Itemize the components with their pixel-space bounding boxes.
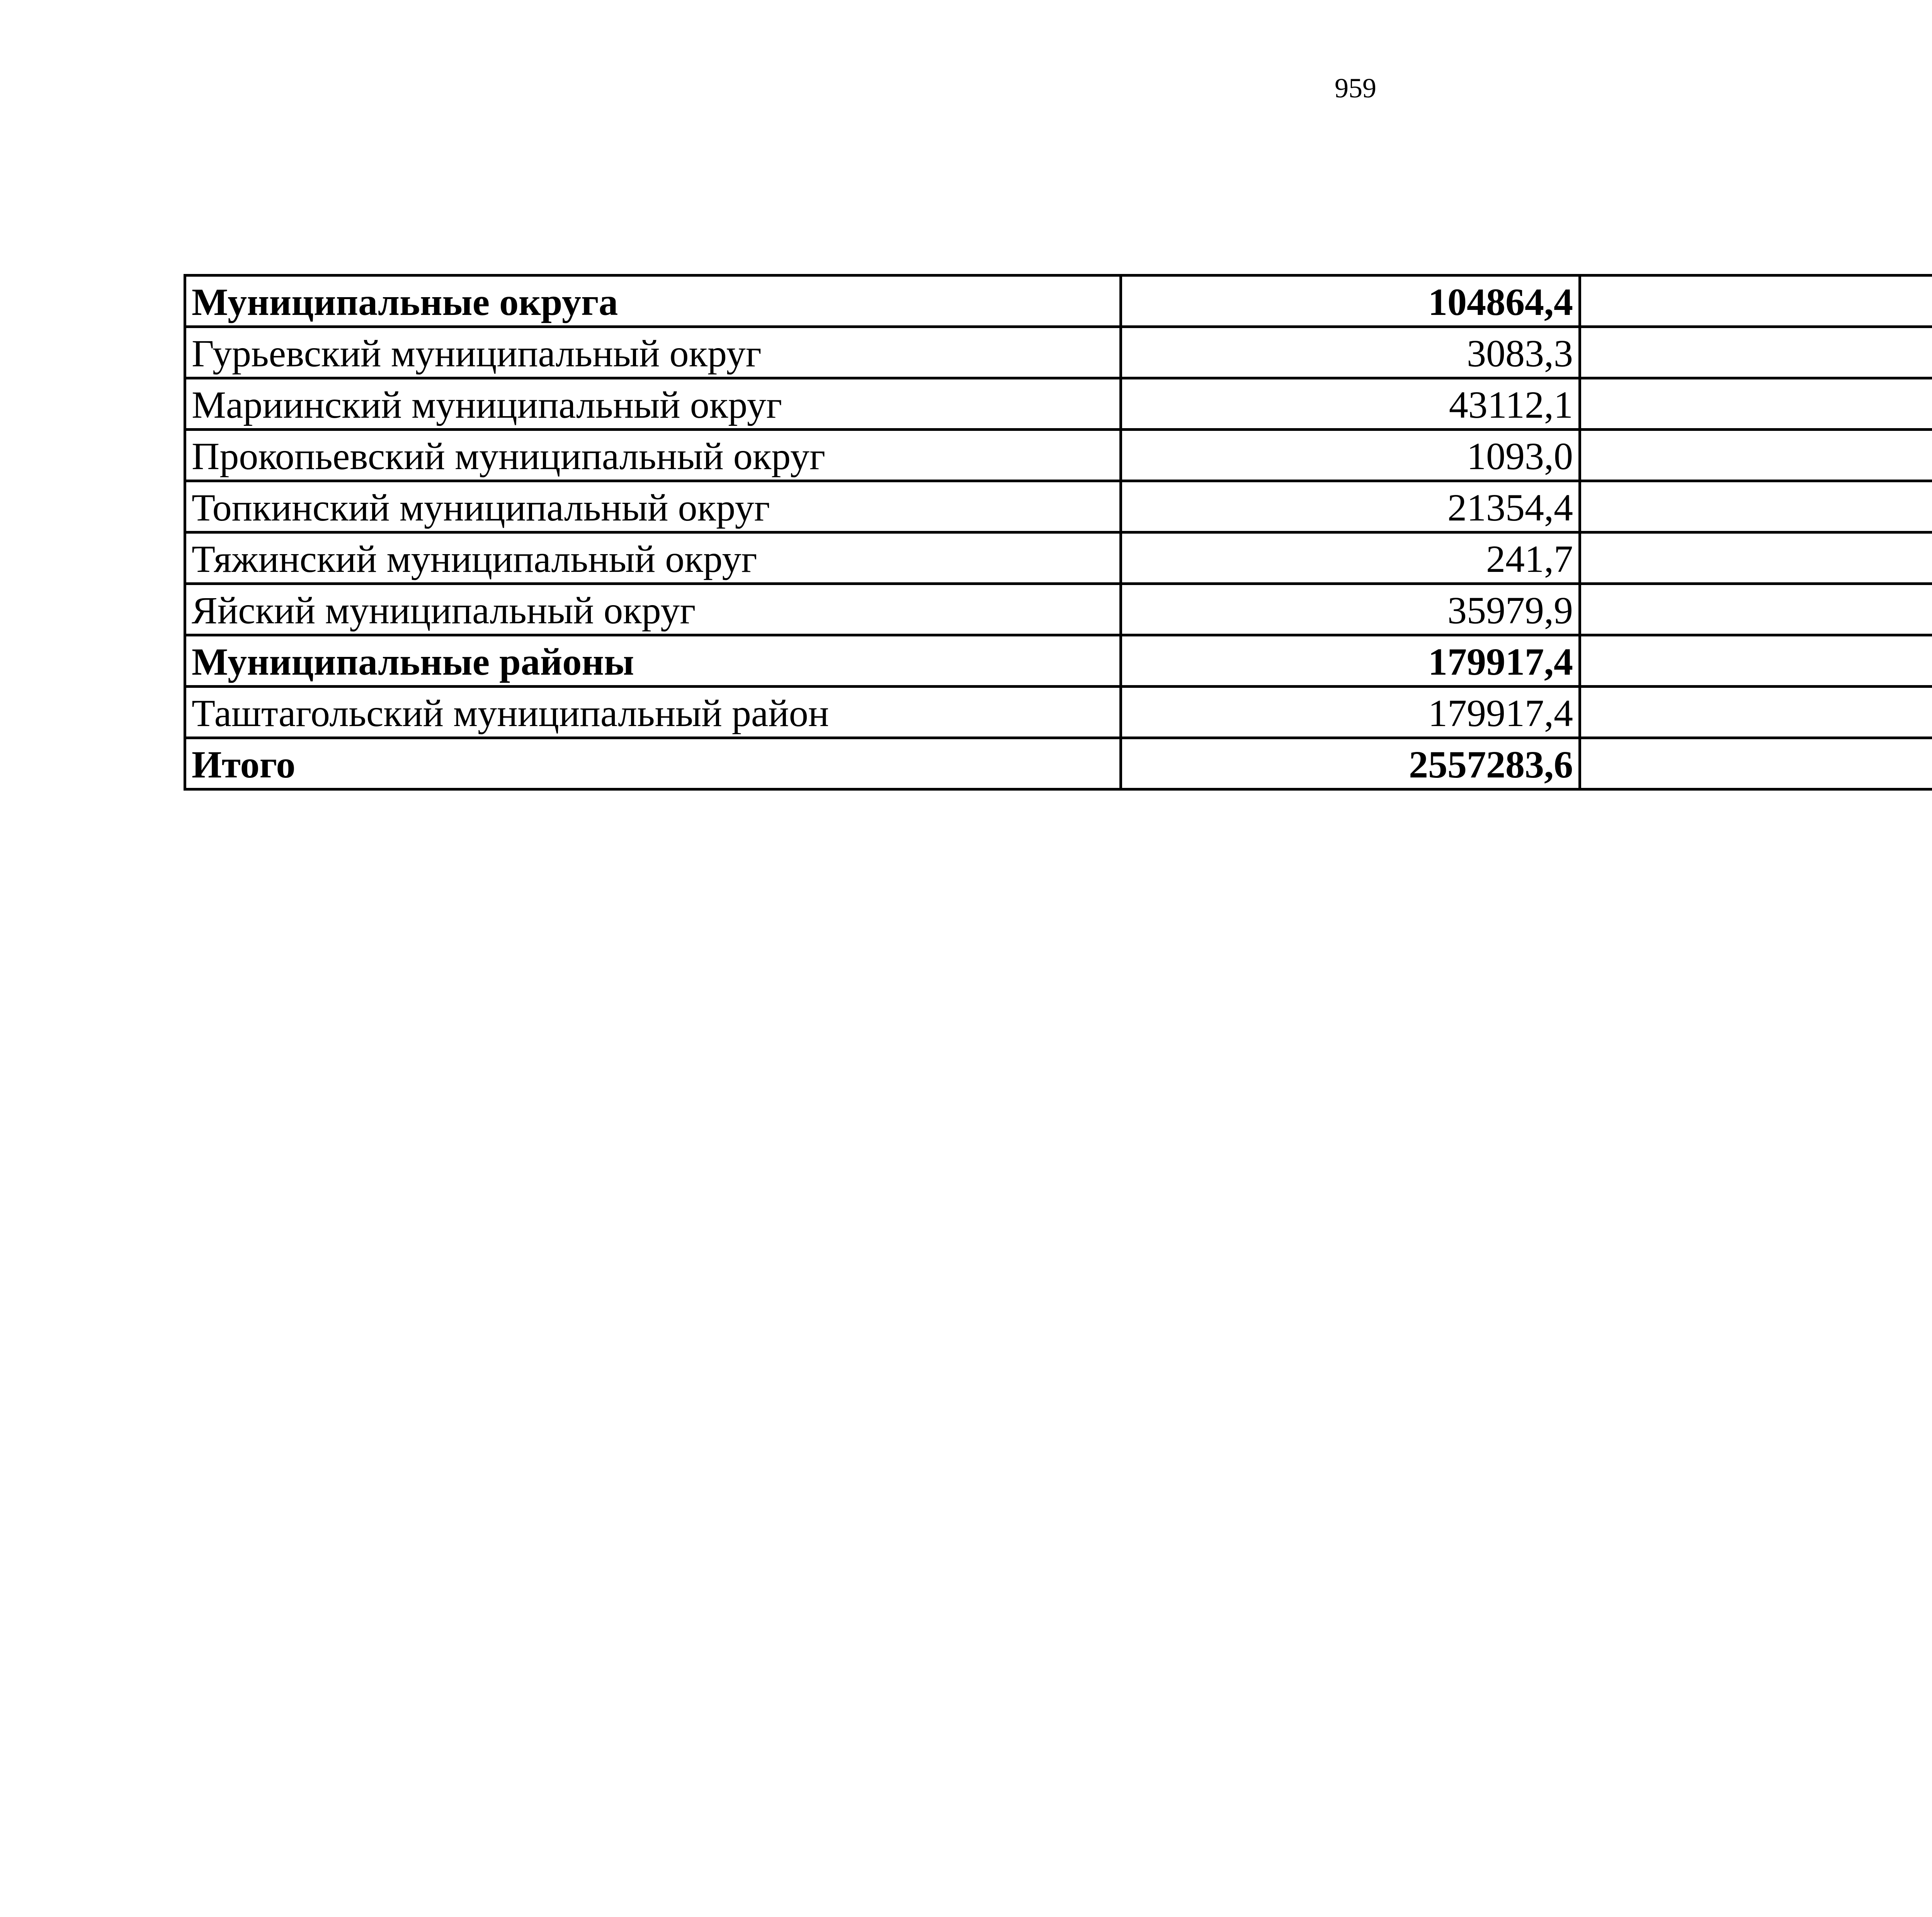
row-value-2: [1580, 481, 1932, 532]
row-value-1: 43112,1: [1121, 378, 1580, 430]
row-value-1: 179917,4: [1121, 635, 1580, 687]
row-value-1: 21354,4: [1121, 481, 1580, 532]
row-name: Муниципальные районы: [185, 635, 1121, 687]
row-value-1: 1093,0: [1121, 430, 1580, 481]
row-name: Гурьевский муниципальный округ: [185, 327, 1121, 378]
row-name: Прокопьевский муниципальный округ: [185, 430, 1121, 481]
row-value-1: 35979,9: [1121, 584, 1580, 635]
table-row-group-municipal-districts: [185, 276, 1932, 327]
row-name: Итого: [185, 738, 1121, 789]
table-row: [185, 687, 1932, 738]
row-value-1: 179917,4: [1121, 687, 1580, 738]
budget-table: [184, 274, 1932, 791]
row-name: Тяжинский муниципальный округ: [185, 532, 1121, 584]
table-row: [185, 430, 1932, 481]
row-value-2: [1580, 738, 1932, 789]
row-value-2: [1580, 532, 1932, 584]
row-name: Топкинский муниципальный округ: [185, 481, 1121, 532]
row-value-2: [1580, 327, 1932, 378]
page-number: 959: [1335, 73, 1376, 104]
table-row-group-municipal-regions: [185, 635, 1932, 687]
row-name: Мариинский муниципальный округ: [185, 378, 1121, 430]
table-row: [185, 327, 1932, 378]
row-value-1: 241,7: [1121, 532, 1580, 584]
row-value-2: [1580, 276, 1932, 327]
table-row: [185, 584, 1932, 635]
row-value-1: 3083,3: [1121, 327, 1580, 378]
row-name: Яйский муниципальный округ: [185, 584, 1121, 635]
row-value-2: [1580, 584, 1932, 635]
table-row: [185, 532, 1932, 584]
row-value-2: [1580, 635, 1932, 687]
table-row: [185, 378, 1932, 430]
table-row-total: [185, 738, 1932, 789]
row-value-2: [1580, 687, 1932, 738]
row-value-2: [1580, 378, 1932, 430]
row-value-1: 2557283,6: [1121, 738, 1580, 789]
row-value-2: [1580, 430, 1932, 481]
row-name: Таштагольский муниципальный район: [185, 687, 1121, 738]
row-value-1: 104864,4: [1121, 276, 1580, 327]
table-row: [185, 481, 1932, 532]
row-name: Муниципальные округа: [185, 276, 1121, 327]
